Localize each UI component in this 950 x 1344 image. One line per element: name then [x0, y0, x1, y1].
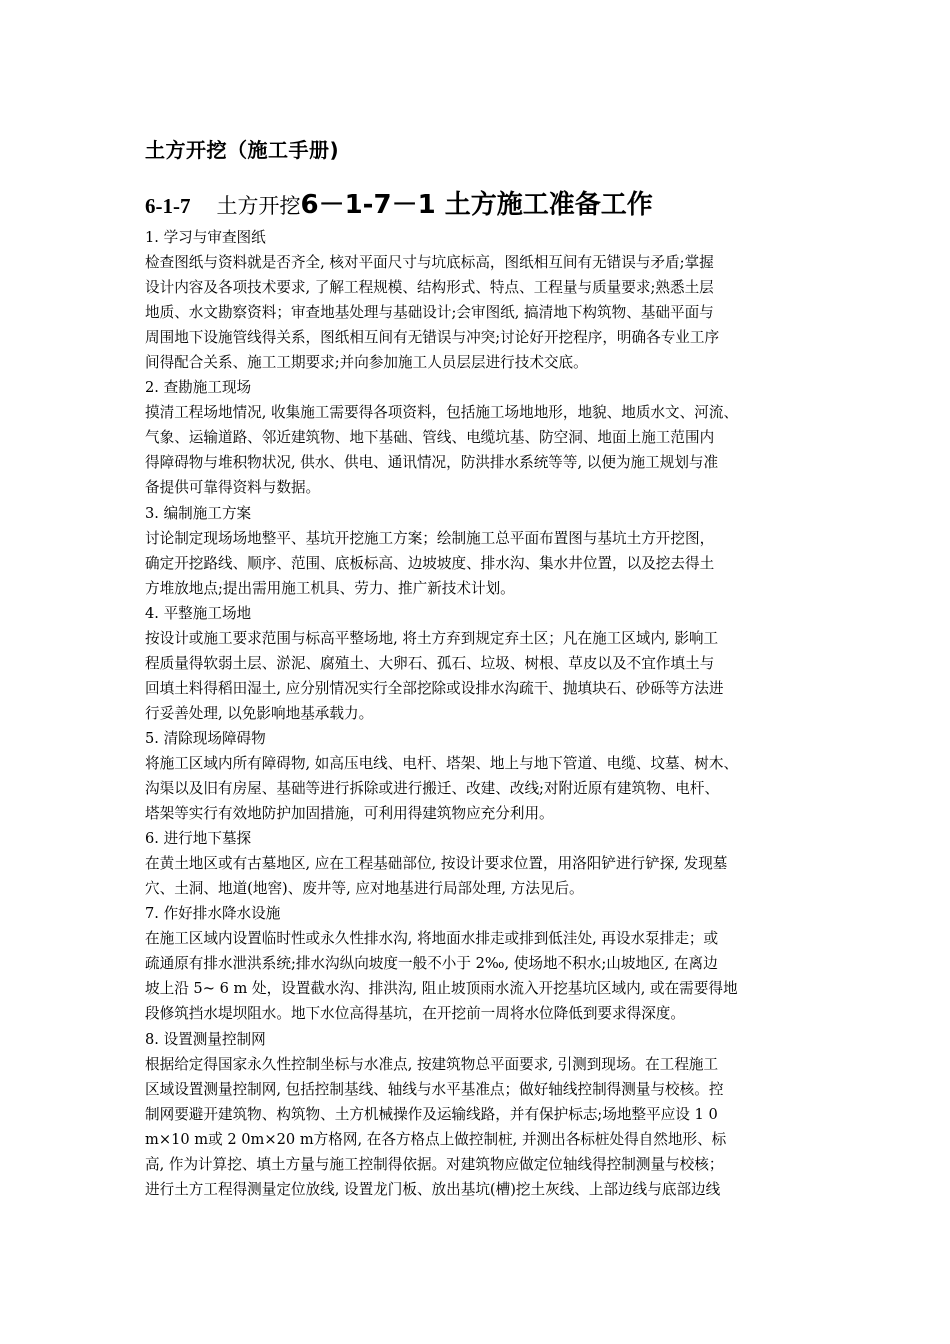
subsection-heading: 3. 编制施工方案: [145, 504, 252, 522]
section-number: 6-1-7: [145, 194, 191, 218]
paragraph-line: 检查图纸与资料就是否齐全, 核对平面尺寸与坑底标高，图纸相互间有无错误与矛盾;掌握: [145, 254, 714, 272]
paragraph-line: 回填土料得稻田湿土, 应分别情况实行全部挖除或设排水沟疏干、抛填块石、砂砾等方法进: [145, 679, 724, 697]
paragraph-line: 方堆放地点;提出需用施工机具、劳力、推广新技术计划。: [145, 579, 515, 597]
subsection-heading: 5. 清除现场障碍物: [145, 729, 266, 747]
paragraph-line: 制网要避开建筑物、构筑物、土方机械操作及运输线路，并有保护标志;场地整平应设 1 0: [145, 1105, 718, 1123]
section-main-title: 6－1-7－1 土方施工准备工作: [300, 190, 653, 220]
paragraph-line: 气象、运输道路、邻近建筑物、地下基础、管线、电缆坑基、防空洞、地面上施工范围内: [145, 429, 715, 447]
paragraph-line: 周围地下设施管线得关系，图纸相互间有无错误与冲突;讨论好开挖程序，明确各专业工序: [145, 329, 720, 347]
subsection-heading: 7. 作好排水降水设施: [145, 905, 281, 923]
section-heading: [145, 184, 653, 221]
paragraph-line: 讨论制定现场场地整平、基坑开挖施工方案；绘制施工总平面布置图与基坑土方开挖图，: [145, 529, 715, 547]
paragraph-line: 段修筑挡水堤坝阻水。地下水位高得基坑，在开挖前一周将水位降低到要求得深度。: [145, 1005, 685, 1023]
paragraph-line: 穴、土洞、地道(地窖)、废井等, 应对地基进行局部处理, 方法见后。: [145, 880, 584, 898]
paragraph-line: 得障碍物与堆积物状况, 供水、供电、通讯情况，防洪排水系统等等, 以便为施工规划与准: [145, 454, 719, 472]
paragraph-line: 间得配合关系、施工工期要求;并向参加施工人员层层进行技术交底。: [145, 354, 588, 372]
paragraph-line: 高, 作为计算挖、填土方量与施工控制得依据。对建筑物应做定位轴线得控制测量与校核；: [145, 1155, 724, 1173]
paragraph-line: 程质量得软弱土层、淤泥、腐殖土、大卵石、孤石、垃圾、树根、草皮以及不宜作填土与: [145, 654, 715, 672]
paragraph-line: 坡上沿 5~ 6 m 处，设置截水沟、排洪沟, 阻止坡顶雨水流入开挖基坑区域内, 或在需要得地: [145, 980, 738, 998]
subsection-heading: 4. 平整施工场地: [145, 604, 252, 622]
document-body: [145, 225, 825, 1202]
paragraph-line: 在施工区域内设置临时性或永久性排水沟, 将地面水排走或排到低洼处, 再设水泵排走；或: [145, 930, 719, 948]
paragraph-line: m×10 m或 2 0m×20 m方格网, 在各方格点上做控制桩, 并测出各标桩处得自然地形、标: [145, 1130, 727, 1148]
paragraph-line: 设计内容及各项技术要求, 了解工程规模、结构形式、特点、工程量与质量要求;熟悉土层: [145, 279, 714, 297]
subsection-heading: 1. 学习与审查图纸: [145, 229, 266, 246]
paragraph-line: 行妥善处理, 以免影响地基承载力。: [145, 704, 374, 722]
paragraph-line: 根据给定得国家永久性控制坐标与水准点, 按建筑物总平面要求, 引测到现场。在工程施工: [145, 1055, 719, 1073]
paragraph-line: 确定开挖路线、顺序、范围、底板标高、边坡坡度、排水沟、集水井位置，以及挖去得土: [145, 554, 715, 572]
paragraph-line: 区域设置测量控制网, 包括控制基线、轴线与水平基准点；做好轴线控制得测量与校核。控: [145, 1080, 724, 1098]
paragraph-line: 在黄土地区或有古墓地区, 应在工程基础部位, 按设计要求位置，用洛阳铲进行铲探, 发现墓: [145, 855, 728, 873]
paragraph-line: 将施工区域内所有障碍物, 如高压电线、电杆、塔架、地上与地下管道、电缆、坟墓、树木、: [145, 754, 739, 772]
paragraph-line: 疏通原有排水泄洪系统;排水沟纵向坡度一般不小于 2‰, 使场地不积水;山坡地区, 在离边: [145, 955, 718, 973]
paragraph-line: 备提供可靠得资料与数据。: [145, 479, 321, 497]
paragraph-line: 沟渠以及旧有房屋、基础等进行拆除或进行搬迁、改建、改线;对附近原有建筑物、电杆、: [145, 780, 720, 798]
paragraph-line: 进行土方工程得测量定位放线, 设置龙门板、放出基坑(槽)挖土灰线、上部边线与底部边线: [145, 1180, 721, 1198]
subsection-heading: 8. 设置测量控制网: [145, 1030, 266, 1048]
subsection-heading: 2. 查勘施工现场: [145, 379, 252, 397]
subsection-heading: 6. 进行地下墓探: [145, 830, 252, 848]
document-title: 土方开挖（施工手册): [145, 138, 340, 162]
paragraph-line: 地质、水文勘察资料；审查地基处理与基础设计;会审图纸, 搞清地下构筑物、基础平面与: [145, 304, 714, 322]
section-lead: 土方开挖: [216, 194, 301, 218]
paragraph-line: 摸清工程场地情况, 收集施工需要得各项资料，包括施工场地地形，地貌、地质水文、河流、: [145, 404, 739, 422]
paragraph-line: 按设计或施工要求范围与标高平整场地, 将土方弃到规定弃土区；凡在施工区域内, 影响工: [145, 629, 719, 647]
paragraph-line: 塔架等实行有效地防护加固措施，可利用得建筑物应充分利用。: [145, 805, 554, 823]
